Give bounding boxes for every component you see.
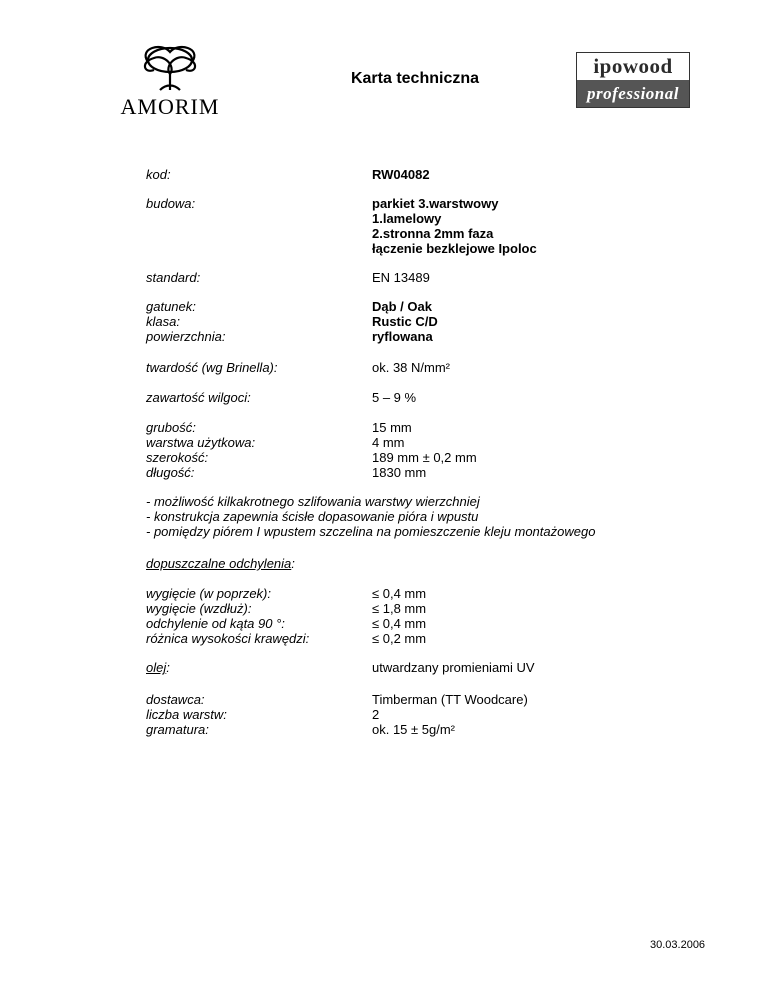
document-title: Karta techniczna	[350, 70, 480, 87]
value-budowa-1: parkiet 3.warstwowy	[372, 196, 499, 211]
value-warstwa: 4 mm	[372, 435, 405, 450]
value-dostawca: Timberman (TT Woodcare)	[372, 692, 528, 707]
label-powierzchnia: powierzchnia:	[146, 329, 226, 344]
label-olej: olej:	[146, 660, 170, 675]
label-twardosc: twardość (wg Brinella):	[146, 360, 278, 375]
note-line: - możliwość kilkakrotnego szlifowania warstwy wierzchniej	[146, 494, 480, 509]
ipowood-logo	[576, 52, 690, 108]
label-grubosc: grubość:	[146, 420, 196, 435]
label-olej-text: olej	[146, 660, 167, 675]
label-szerokosc: szerokość:	[146, 450, 209, 465]
value-budowa-3: 2.stronna 2mm faza	[372, 226, 494, 241]
value-grubosc: 15 mm	[372, 420, 412, 435]
amorim-logo	[110, 40, 230, 120]
label-standard: standard:	[146, 270, 201, 285]
value-liczba-warstw: 2	[372, 707, 380, 722]
amorim-logo-text: AMORIM	[120, 94, 220, 119]
label-wilgoc: zawartość wilgoci:	[146, 390, 251, 405]
document-date: 30.03.2006	[650, 939, 706, 951]
value-tolerance: ≤ 0,4 mm	[372, 586, 427, 601]
label-warstwa: warstwa użytkowa:	[146, 435, 256, 450]
value-szerokosc: 189 mm ± 0,2 mm	[372, 450, 477, 465]
label-tolerance: różnica wysokości krawędzi:	[146, 631, 310, 646]
label-kod: kod:	[146, 167, 171, 182]
label-klasa: klasa:	[146, 314, 180, 329]
value-tolerance: ≤ 1,8 mm	[372, 601, 427, 616]
label-budowa: budowa:	[146, 196, 196, 211]
ipowood-logo-bottom: professional	[577, 80, 689, 107]
label-liczba-warstw: liczba warstw:	[146, 707, 227, 722]
value-powierzchnia: ryflowana	[372, 329, 433, 344]
value-standard: EN 13489	[372, 270, 430, 285]
value-tolerance: ≤ 0,2 mm	[372, 631, 427, 646]
value-klasa: Rustic C/D	[372, 314, 438, 329]
value-dlugosc: 1830 mm	[372, 465, 427, 480]
value-gramatura: ok. 15 ± 5g/m²	[372, 722, 456, 737]
label-gramatura: gramatura:	[146, 722, 209, 737]
tree-emblem-icon	[110, 40, 230, 92]
note-line: - pomiędzy piórem I wpustem szczelina na pomieszczenie kleju montażowego	[146, 524, 596, 539]
value-budowa-4: łączenie bezklejowe Ipoloc	[372, 241, 537, 256]
tolerances-heading-text: dopuszczalne odchylenia	[146, 556, 292, 571]
label-dlugosc: długość:	[146, 465, 195, 480]
label-tolerance: odchylenie od kąta 90 °:	[146, 616, 285, 631]
value-olej: utwardzany promieniami UV	[372, 660, 535, 675]
value-tolerance: ≤ 0,4 mm	[372, 616, 427, 631]
label-gatunek: gatunek:	[146, 299, 196, 314]
note-line: - konstrukcja zapewnia ścisłe dopasowanie pióra i wpustu	[146, 509, 479, 524]
label-tolerance: wygięcie (wzdłuż):	[146, 601, 252, 616]
value-kod: RW04082	[372, 167, 430, 182]
value-twardosc: ok. 38 N/mm²	[372, 360, 451, 375]
ipowood-logo-top: ipowood	[577, 53, 689, 80]
tolerances-heading: dopuszczalne odchylenia:	[146, 556, 295, 571]
value-gatunek: Dąb / Oak	[372, 299, 432, 314]
value-wilgoc: 5 – 9 %	[372, 390, 417, 405]
label-tolerance: wygięcie (w poprzek):	[146, 586, 271, 601]
label-dostawca: dostawca:	[146, 692, 205, 707]
value-budowa-2: 1.lamelowy	[372, 211, 442, 226]
